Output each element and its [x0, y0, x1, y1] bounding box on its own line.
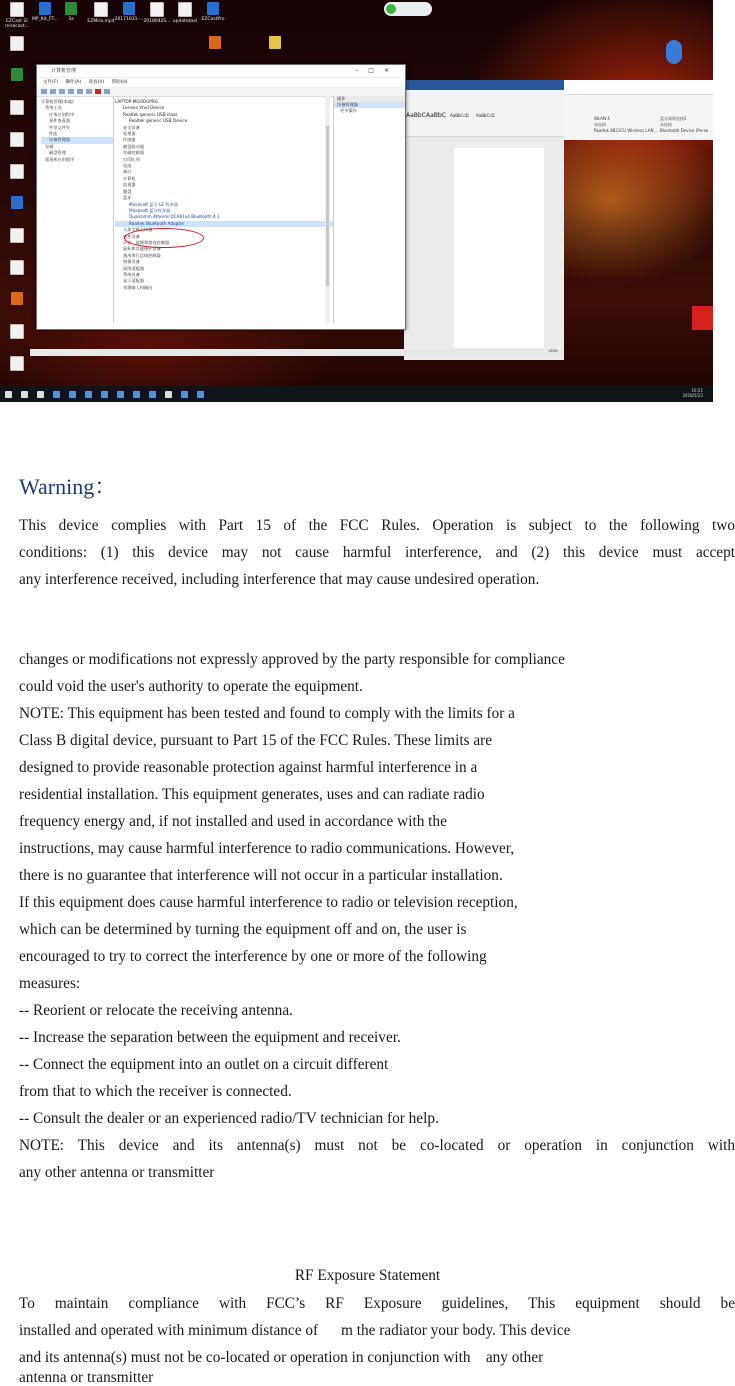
- start-icon[interactable]: [5, 391, 12, 398]
- tree-item[interactable]: 系统工具: [45, 105, 62, 111]
- clock-time: 16:51: [691, 388, 703, 393]
- desktop-icon: MP_Kit_FT...: [30, 2, 60, 22]
- device-category[interactable]: 磁盘驱动器: [123, 143, 144, 149]
- word-window: [404, 80, 564, 360]
- taskbar-app-icon[interactable]: [181, 391, 188, 398]
- red-badge: [692, 306, 713, 330]
- rf-line: To maintain compliance with FCC’s RF Exposure guidelines, This equipment should be: [19, 1295, 735, 1312]
- tree-item-selected[interactable]: 设备管理器: [41, 137, 113, 143]
- taskbar-app-icon[interactable]: [133, 391, 140, 398]
- actions-header: 操作: [334, 96, 405, 102]
- action-device-manager[interactable]: 设备管理器: [334, 102, 405, 108]
- desktop-icon: [2, 196, 32, 211]
- note-line: -- Consult the dealer or an experienced radio/TV technician for help.: [19, 1110, 439, 1127]
- actions-pane: [333, 96, 405, 323]
- word-statusbar: [30, 349, 564, 356]
- uninstall-icon[interactable]: [95, 89, 101, 94]
- taskbar-app-icon[interactable]: [197, 391, 204, 398]
- device-category[interactable]: 音频输入和输出: [123, 284, 153, 290]
- speed-widget: [384, 2, 432, 16]
- system-tray[interactable]: [682, 388, 703, 398]
- desktop-icon: [2, 68, 32, 83]
- console-tree: [37, 96, 114, 323]
- back-icon[interactable]: [41, 89, 47, 94]
- desktop-icon: [2, 260, 32, 277]
- device-category[interactable]: 通用串行总线控制器: [123, 252, 161, 258]
- wlan-name[interactable]: WLAN 4: [594, 116, 610, 121]
- device-category[interactable]: 鼠标和其他指针设备: [123, 246, 161, 252]
- menu-bar: [37, 78, 405, 87]
- taskview-icon[interactable]: [37, 391, 44, 398]
- network-panel: [564, 80, 713, 140]
- device-item[interactable]: Realtek generic USB Device: [129, 118, 188, 124]
- tree-item[interactable]: 任务计划程序: [49, 111, 75, 117]
- note-line: If this equipment does cause harmful interference to radio or television reception,: [19, 894, 518, 911]
- tree-item[interactable]: 事件查看器: [49, 118, 70, 124]
- menu-file[interactable]: 文件(F): [43, 80, 59, 85]
- bluetooth-device-selected[interactable]: Realtek Bluetooth Adapter: [115, 221, 333, 227]
- style-heading2[interactable]: AaBbCcD: [476, 113, 495, 118]
- desktop-icon: EZMira.mp4: [86, 2, 116, 24]
- note-line: from that to which the receiver is connected.: [19, 1083, 292, 1100]
- device-category[interactable]: 人体学输入设备: [123, 227, 153, 233]
- device-category[interactable]: 软件设备: [123, 233, 140, 239]
- note-line: frequency energy and, if not installed and used in accordance with the: [19, 813, 447, 830]
- tree-item[interactable]: 磁盘管理: [49, 150, 66, 156]
- warning-heading: Warning：: [19, 474, 117, 499]
- device-category[interactable]: 安全设备: [123, 124, 140, 130]
- device-category[interactable]: Realtek generic USB class: [123, 111, 178, 117]
- menu-view[interactable]: 查看(V): [88, 80, 105, 85]
- desktop-icon: 2018042S...: [142, 2, 172, 24]
- device-category[interactable]: 键盘: [123, 188, 132, 194]
- device-category[interactable]: 声音、视频和游戏控制器: [123, 239, 170, 245]
- desktop-icon: [2, 292, 32, 307]
- device-category[interactable]: 电池: [123, 163, 132, 169]
- help-icon[interactable]: [77, 89, 83, 94]
- tree-item[interactable]: 共享文件夹: [49, 124, 70, 130]
- device-category[interactable]: 计算机: [123, 175, 136, 181]
- rf-line: installed and operated with minimum distance of m the radiator your body. This device: [19, 1322, 571, 1339]
- device-category[interactable]: 图像设备: [123, 259, 140, 265]
- window-title: 计算机管理: [51, 68, 77, 74]
- desktop-icon: 20171031-...: [114, 2, 144, 22]
- note-line: instructions, may cause harmful interference to radio communications. However,: [19, 840, 515, 857]
- note-line: encouraged to try to correct the interference by one or more of the following: [19, 948, 487, 965]
- word-ribbon: [404, 90, 564, 137]
- desktop-icon: 3z: [56, 2, 86, 22]
- edge-icon[interactable]: [53, 391, 60, 398]
- device-category[interactable]: 端口: [123, 169, 132, 175]
- update-driver-icon[interactable]: [104, 89, 110, 94]
- device-category[interactable]: 监视器: [123, 182, 136, 188]
- highlight-circle: [124, 228, 204, 248]
- note-line: residential installation. This equipment generates, uses and can radiate radio: [19, 786, 485, 803]
- menu-help[interactable]: 帮助(H): [111, 80, 128, 85]
- word-page[interactable]: [454, 148, 544, 348]
- clock-date: 2018/5/22: [682, 393, 703, 398]
- taskbar-app-icon[interactable]: [69, 391, 76, 398]
- desktop-icon: [2, 356, 32, 373]
- desktop-icon: [2, 100, 32, 117]
- tree-item[interactable]: 性能: [49, 131, 58, 137]
- wlan-adapter: Realtek 8821CU Wireless LAN ...: [594, 128, 659, 133]
- device-category[interactable]: 系统设备: [123, 271, 140, 277]
- assistant-icon: [666, 40, 682, 64]
- rf-heading: RF Exposure Statement: [294, 1267, 441, 1284]
- note-line: NOTE: This equipment has been tested and found to comply with the limits for a: [19, 705, 515, 722]
- note-line: -- Reorient or relocate the receiving antenna.: [19, 1002, 293, 1019]
- tree-item[interactable]: 存储: [45, 143, 54, 149]
- scan-icon[interactable]: [86, 89, 92, 94]
- up-icon[interactable]: [59, 89, 65, 94]
- bt-network-name[interactable]: 蓝牙网络连接2: [660, 116, 687, 121]
- desktop-icon: [2, 324, 32, 341]
- note-line: could void the user's authority to operate the equipment.: [19, 678, 363, 695]
- note-line: which can be determined by turning the equipment off and on, the user is: [19, 921, 467, 938]
- rf-line: and its antenna(s) must not be co-located or operation in conjunction with any other: [19, 1349, 544, 1366]
- device-category-bluetooth[interactable]: 蓝牙: [123, 195, 132, 201]
- desktop-screenshot: [0, 0, 713, 402]
- desktop-icon: [2, 132, 32, 149]
- rf-line: antenna or transmitter: [19, 1369, 154, 1386]
- device-manager-window: [36, 64, 406, 330]
- zoom-level[interactable]: 130%: [547, 349, 558, 353]
- note-line: changes or modifications not expressly approved by the party responsible for compliance: [19, 651, 565, 668]
- bluetooth-device[interactable]: Microsoft 蓝牙 LE 枚举器: [129, 201, 178, 207]
- taskbar-app-icon[interactable]: [165, 391, 172, 398]
- style-nospacing[interactable]: AaBbC: [426, 112, 446, 119]
- action-more[interactable]: 更多操作: [340, 108, 357, 113]
- device-tree-scrollbar[interactable]: [325, 96, 330, 323]
- desktop-icon: EZCast 2( miracast...: [2, 2, 32, 29]
- style-normal[interactable]: AaBbC: [406, 112, 426, 119]
- menu-action[interactable]: 操作(A): [65, 80, 82, 85]
- desktop-icon: [2, 164, 32, 181]
- word-titlebar: [404, 80, 564, 90]
- device-category[interactable]: 处理器: [123, 131, 136, 137]
- bluetooth-device[interactable]: Microsoft 蓝牙枚举器: [129, 207, 171, 213]
- fcc-line: conditions: (1) this device may not cause harmful interference, and (2) this device must accept: [19, 544, 735, 561]
- desktop-icon: [200, 36, 230, 51]
- device-root[interactable]: LAPTOP-MGOOGPRG: [115, 99, 158, 104]
- properties-icon[interactable]: [68, 89, 74, 94]
- window-titlebar: [37, 65, 405, 78]
- word-icon[interactable]: [85, 391, 92, 398]
- tree-item[interactable]: 服务和应用程序: [45, 156, 75, 162]
- note-line: any other antenna or transmitter: [19, 1164, 215, 1181]
- fcc-line: any interference received, including interference that may cause undesired operation.: [19, 571, 540, 588]
- style-heading1[interactable]: AaBbCcD: [450, 113, 469, 118]
- forward-icon[interactable]: [50, 89, 56, 94]
- note-line: -- Increase the separation between the equipment and receiver.: [19, 1029, 401, 1046]
- desktop-icon: EZCastPro: [198, 2, 228, 22]
- taskbar-app-icon[interactable]: [101, 391, 108, 398]
- wlan-status: 未连接: [594, 122, 606, 127]
- device-category[interactable]: 显示适配器: [123, 278, 144, 284]
- note-line: designed to provide reasonable protection against harmful interference in a: [19, 759, 478, 776]
- bluetooth-device[interactable]: Qualcomm Atheros QCA61x4 Bluetooth 4.1: [129, 214, 220, 220]
- note-line: -- Connect the equipment into an outlet on a circuit different: [19, 1056, 389, 1073]
- device-tree: [111, 96, 333, 323]
- note-line: there is no guarantee that interference will not occur in a particular installation.: [19, 867, 503, 884]
- device-category[interactable]: 传感器: [123, 137, 136, 143]
- tree-item[interactable]: 计算机管理(本地): [41, 99, 74, 104]
- bt-network-status: 未连接: [660, 122, 672, 127]
- device-category[interactable]: 打印队列: [123, 156, 140, 162]
- note-line: measures:: [19, 975, 81, 992]
- device-category[interactable]: 存储控制器: [123, 150, 144, 156]
- desktop-icon: [2, 228, 32, 245]
- taskbar-app-icon[interactable]: [117, 391, 124, 398]
- desktop-icon: updatetool: [170, 2, 200, 24]
- fcc-line: This device complies with Part 15 of the FCC Rules. Operation is subject to the following two: [19, 517, 735, 534]
- bt-device: Bluetooth Device (Perso: [660, 128, 709, 133]
- device-category[interactable]: Lenovo Vhid Device: [123, 105, 165, 111]
- search-icon[interactable]: [21, 391, 28, 398]
- note-line: Class B digital device, pursuant to Part 15 of the FCC Rules. These limits are: [19, 732, 493, 749]
- note-line: NOTE: This device and its antenna(s) must not be co-located or operation in conjunction with: [19, 1137, 735, 1154]
- taskbar-app-icon[interactable]: [149, 391, 156, 398]
- window-controls[interactable]: –□×: [355, 67, 399, 74]
- desktop-icon: [260, 36, 290, 51]
- taskbar: [0, 386, 713, 402]
- desktop-icon: [2, 36, 32, 53]
- device-category[interactable]: 网络适配器: [123, 265, 144, 271]
